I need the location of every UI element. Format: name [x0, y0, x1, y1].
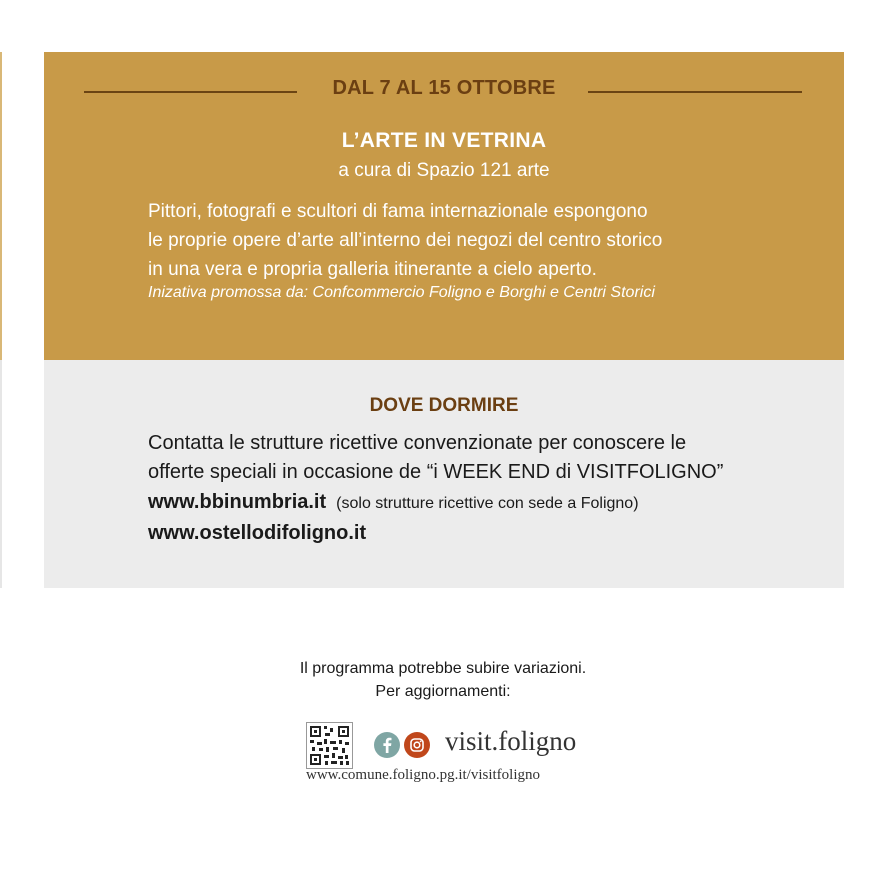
- website-url[interactable]: www.comune.foligno.pg.it/visitfoligno: [306, 767, 541, 783]
- ostello-link[interactable]: www.ostellodifoligno.it: [148, 522, 367, 544]
- facebook-icon[interactable]: [374, 732, 400, 758]
- lodging-text-line: Contatta le strutture ricettive convenzionate per conoscere le: [148, 432, 687, 454]
- bbinumbria-note: (solo strutture ricettive con sede a Foligno): [336, 495, 639, 512]
- lodging-text: [148, 429, 808, 487]
- event-promoted-by: Inizativa promossa da: Confcommercio Foligno e Borghi e Centri Storici: [148, 284, 655, 301]
- left-edge-line-gray: [0, 360, 2, 588]
- event-date-range: DAL 7 AL 15 OTTOBRE: [332, 77, 556, 99]
- lodging-title: DOVE DORMIRE: [369, 395, 519, 416]
- qr-code-icon[interactable]: [306, 722, 353, 769]
- lodging-link-row: [148, 491, 639, 514]
- event-description: [148, 197, 788, 284]
- program-notice: Il programma potrebbe subire variazioni.: [299, 660, 587, 677]
- bbinumbria-link[interactable]: www.bbinumbria.it: [148, 491, 327, 513]
- lodging-text-line: offerte speciali in occasione de “i WEEK END di VISITFOLIGNO”: [148, 461, 724, 483]
- event-description-line: le proprie opere d’arte all’interno dei negozi del centro storico: [148, 230, 663, 251]
- event-curator: a cura di Spazio 121 arte: [338, 160, 550, 181]
- lodging-link-row: [148, 522, 366, 545]
- event-description-line: Pittori, fotografi e scultori di fama internazionale espongono: [148, 201, 648, 222]
- updates-notice: Per aggiornamenti:: [375, 683, 511, 700]
- event-title: L’ARTE IN VETRINA: [341, 129, 547, 152]
- instagram-icon[interactable]: [404, 732, 430, 758]
- event-description-line: in una vera e propria galleria itinerante a cielo aperto.: [148, 259, 597, 280]
- left-edge-line-gold: [0, 52, 2, 360]
- brand-name[interactable]: visit.foligno: [445, 726, 577, 756]
